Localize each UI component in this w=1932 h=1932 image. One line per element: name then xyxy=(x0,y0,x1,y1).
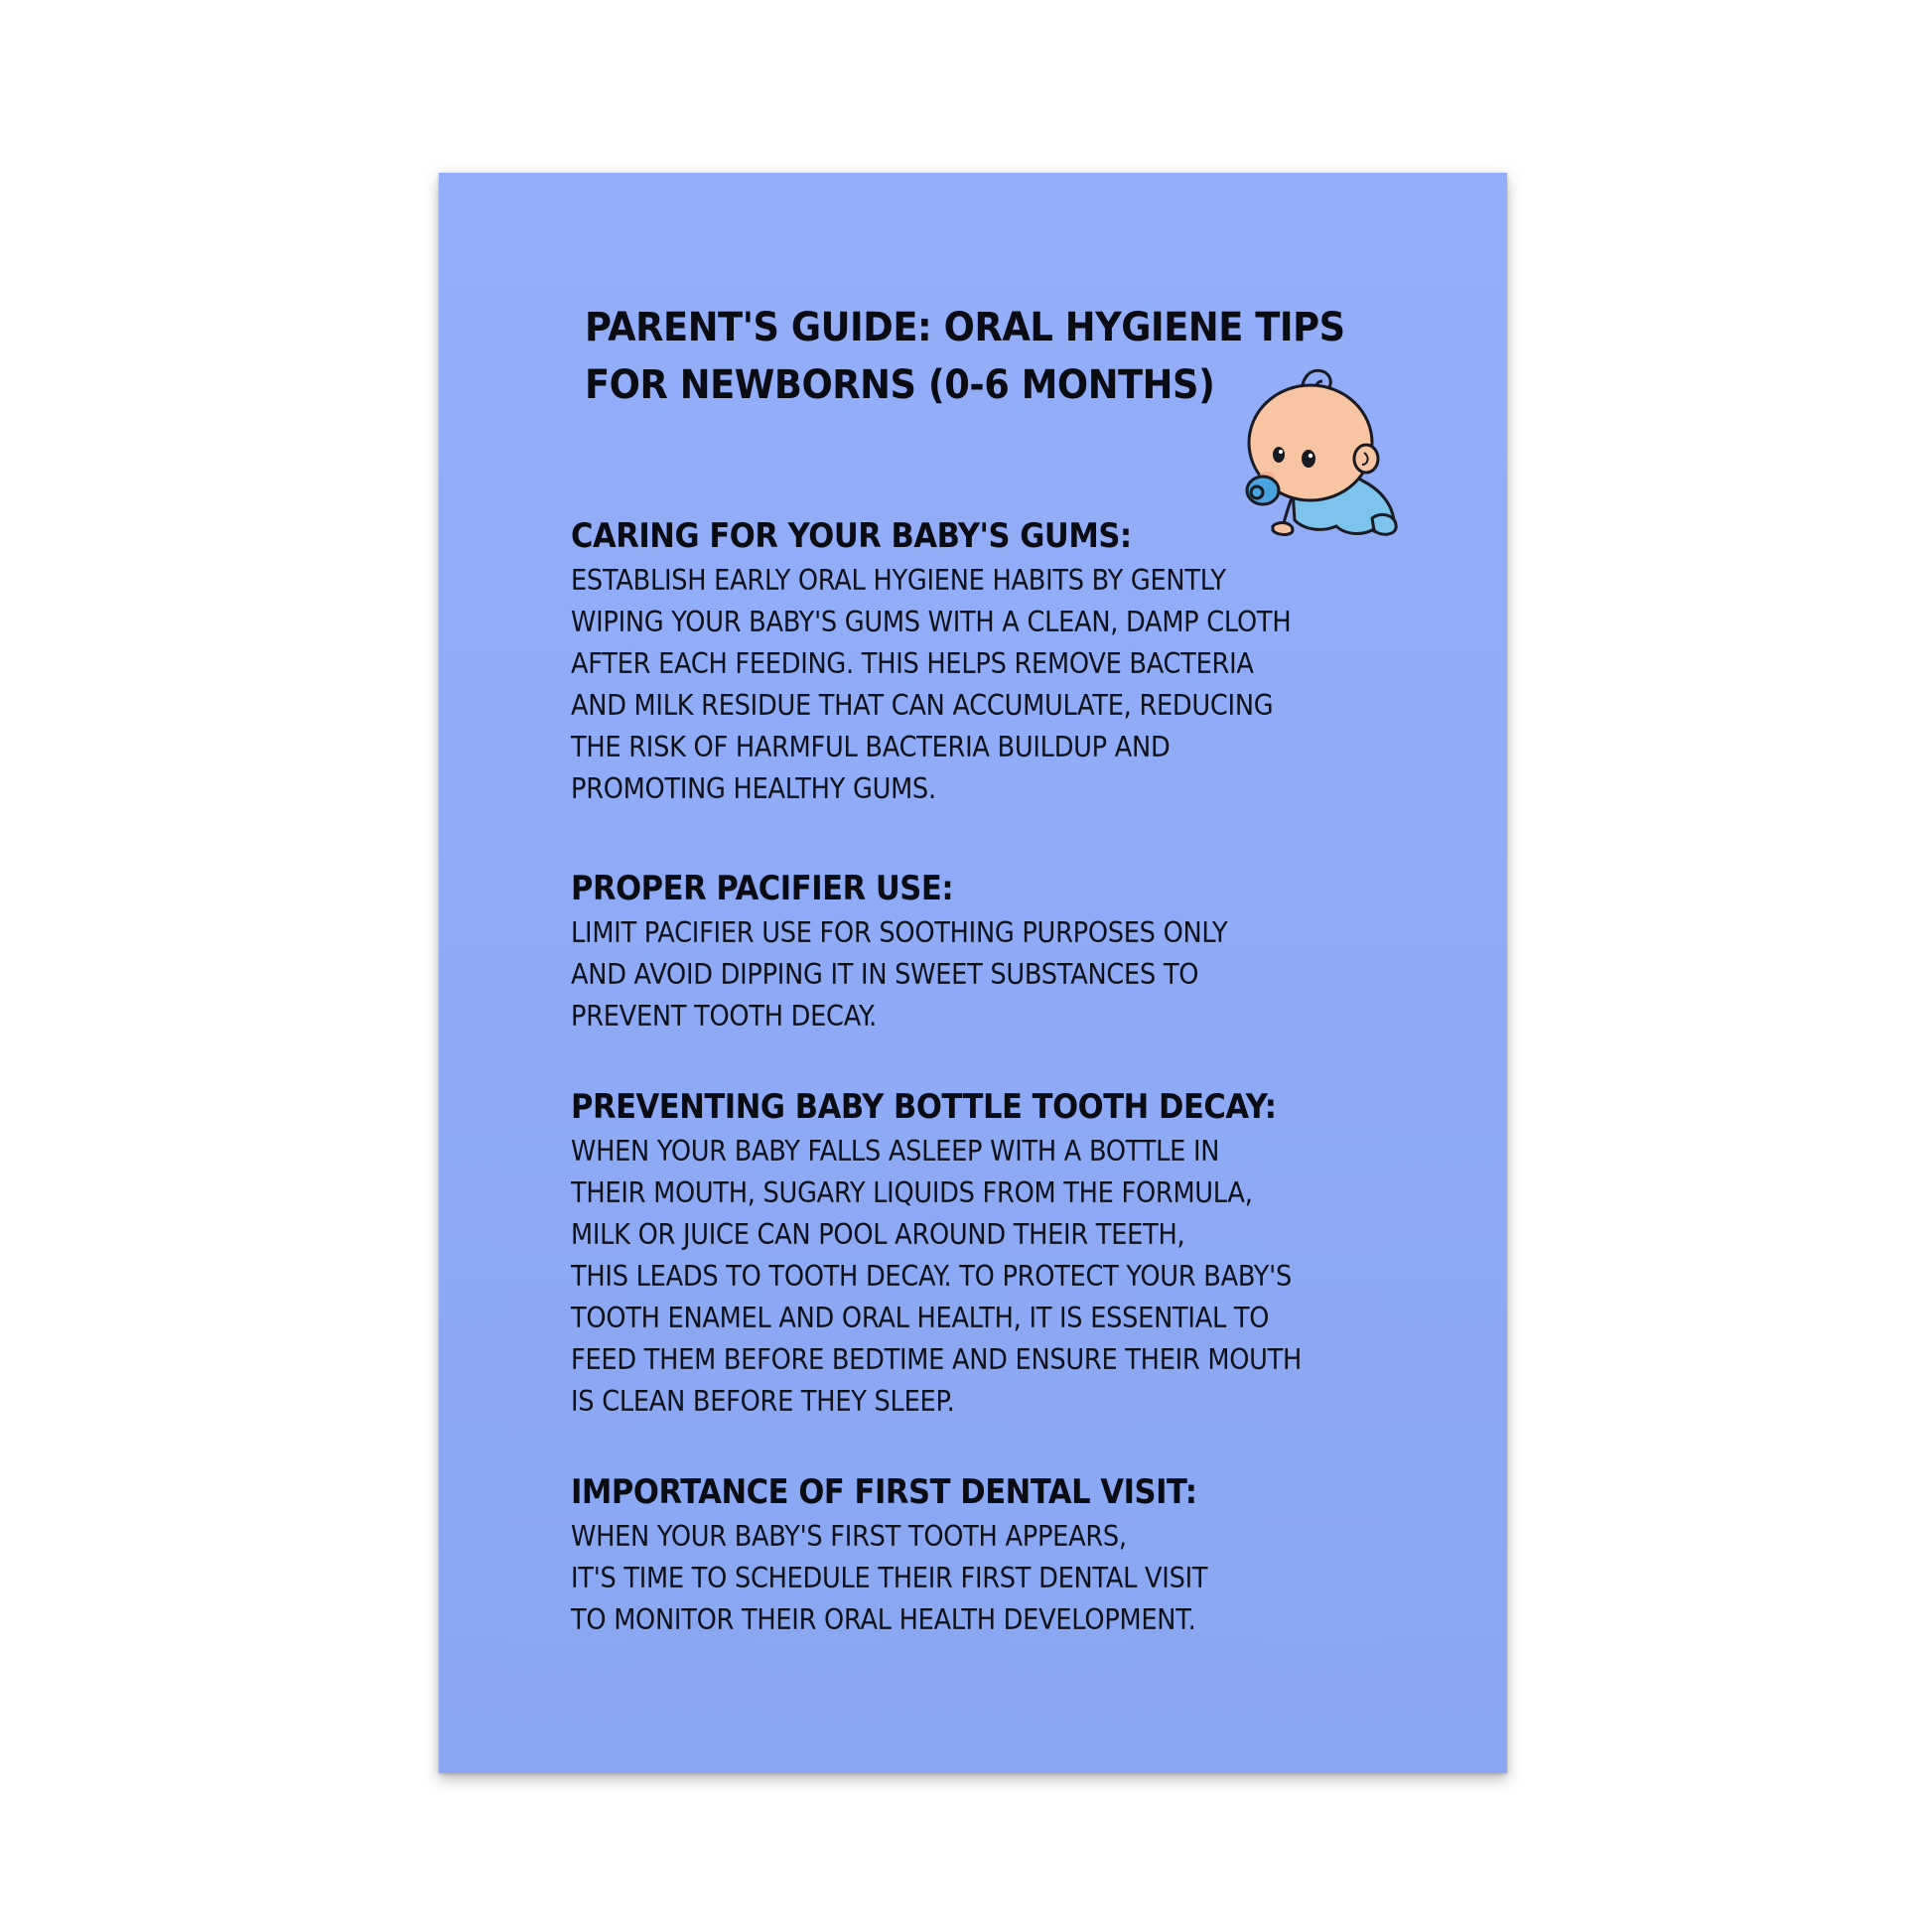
section-heading: CARING FOR YOUR BABY'S GUMS: xyxy=(571,516,1132,556)
section-heading: PREVENTING BABY BOTTLE TOOTH DECAY: xyxy=(571,1087,1277,1127)
body-line: WIPING YOUR BABY'S GUMS WITH A CLEAN, DAMP CLOTH xyxy=(571,606,1292,638)
body-line: AND MILK RESIDUE THAT CAN ACCUMULATE, REDUCING xyxy=(571,689,1274,722)
body-line: PROMOTING HEALTHY GUMS. xyxy=(571,772,936,805)
section-caring-gums xyxy=(571,512,1348,810)
title-line-2: FOR NEWBORNS (0-6 MONTHS) xyxy=(585,362,1215,408)
body-line: IT'S TIME TO SCHEDULE THEIR FIRST DENTAL VISIT xyxy=(571,1562,1208,1594)
body-line: MILK OR JUICE CAN POOL AROUND THEIR TEETH, xyxy=(571,1218,1185,1251)
body-line: TO MONITOR THEIR ORAL HEALTH DEVELOPMENT. xyxy=(571,1603,1196,1636)
body-line: THE RISK OF HARMFUL BACTERIA BUILDUP AND xyxy=(571,731,1171,763)
body-line: AFTER EACH FEEDING. THIS HELPS REMOVE BACTERIA xyxy=(571,647,1254,680)
body-line: FEED THEM BEFORE BEDTIME AND ENSURE THEIR MOUTH xyxy=(571,1343,1303,1376)
section-pacifier-use xyxy=(571,865,1348,1037)
body-line: THIS LEADS TO TOOTH DECAY. TO PROTECT YOUR BABY'S xyxy=(571,1260,1292,1293)
body-line: WHEN YOUR BABY'S FIRST TOOTH APPEARS, xyxy=(571,1520,1127,1553)
body-line: PREVENT TOOTH DECAY. xyxy=(571,1000,878,1033)
body-line: LIMIT PACIFIER USE FOR SOOTHING PURPOSES ONLY xyxy=(571,916,1228,949)
body-line: IS CLEAN BEFORE THEY SLEEP. xyxy=(571,1385,955,1418)
body-line: THEIR MOUTH, SUGARY LIQUIDS FROM THE FORMULA, xyxy=(571,1176,1253,1209)
section-body xyxy=(571,912,1348,1037)
body-line: ESTABLISH EARLY ORAL HYGIENE HABITS BY GENTLY xyxy=(571,564,1226,597)
guide-card xyxy=(439,173,1507,1773)
body-line: AND AVOID DIPPING IT IN SWEET SUBSTANCES TO xyxy=(571,958,1199,991)
section-first-dental-visit xyxy=(571,1468,1348,1641)
section-body xyxy=(571,1131,1348,1423)
section-bottle-decay xyxy=(571,1083,1348,1423)
body-line: TOOTH ENAMEL AND ORAL HEALTH, IT IS ESSENTIAL TO xyxy=(571,1302,1270,1334)
section-heading: PROPER PACIFIER USE: xyxy=(571,869,954,908)
section-heading: IMPORTANCE OF FIRST DENTAL VISIT: xyxy=(571,1472,1197,1512)
section-body xyxy=(571,560,1348,810)
body-line: WHEN YOUR BABY FALLS ASLEEP WITH A BOTTLE IN xyxy=(571,1135,1220,1168)
page-title xyxy=(585,299,1345,414)
title-line-1: PARENT'S GUIDE: ORAL HYGIENE TIPS xyxy=(585,305,1345,350)
section-body xyxy=(571,1516,1348,1641)
